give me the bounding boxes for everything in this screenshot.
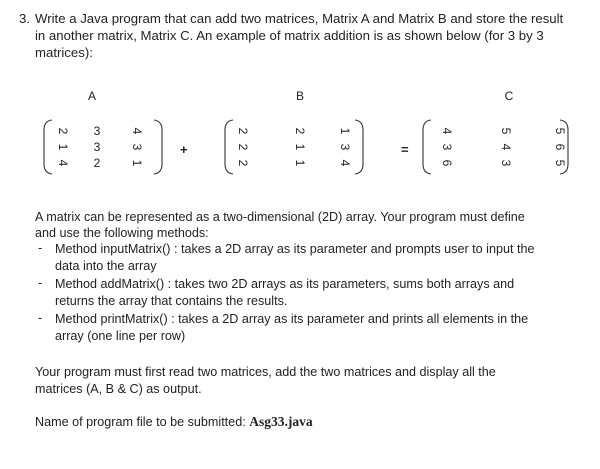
- matrix-cell: 1: [293, 159, 307, 167]
- matrix-cell: 2: [236, 159, 250, 167]
- intro-line-1: A matrix can be represented as a two-dimensional (2D) array. Your program must define: [35, 210, 525, 224]
- matrix-cell: 4: [130, 127, 144, 135]
- closing-line-1: Your program must first read two matrices, add the two matrices and display all the: [35, 365, 496, 379]
- closing-line-2: matrices (A, B & C) as output.: [35, 382, 202, 396]
- question-line-3: matrices):: [35, 45, 93, 60]
- matrix-cell: 3: [440, 143, 454, 151]
- equals-sign: =: [401, 142, 409, 157]
- matrix-cell: 3: [499, 159, 513, 167]
- submission-filename: Asg33.java: [249, 414, 313, 429]
- matrix-cell: 1: [293, 143, 307, 151]
- matrix-cell: 2: [293, 127, 307, 135]
- matrix-cell: 4: [440, 127, 454, 135]
- matrix-cell: 6: [440, 159, 454, 167]
- question-line-1: Write a Java program that can add two matrices, Matrix A and Matrix B and store the result: [35, 11, 564, 26]
- matrix-c-label: C: [504, 89, 514, 103]
- matrix-b-left-bracket: [225, 120, 233, 174]
- bullet-dash: -: [38, 276, 43, 290]
- method-add-line-1: Method addMatrix() : takes two 2D arrays as its parameters, sums both arrays and: [55, 277, 515, 291]
- matrix-b-label: B: [295, 89, 304, 103]
- matrix-cell: 5: [499, 127, 513, 135]
- submission-label: Name of program file to be submitted:: [35, 415, 246, 429]
- matrix-a-left-bracket: [44, 120, 52, 174]
- matrix-cell: 1: [56, 143, 70, 151]
- matrix-cell: 1: [338, 127, 352, 135]
- question-number: 3.: [19, 11, 30, 26]
- matrix-b-right-bracket: [355, 120, 363, 174]
- bullet-dash: -: [38, 311, 43, 325]
- matrix-cell: 3: [93, 140, 101, 154]
- matrix-cell: 2: [236, 127, 250, 135]
- method-add-line-2: returns the array that contains the results.: [55, 294, 288, 308]
- matrix-a-right-bracket: [154, 120, 162, 174]
- matrix-cell: 2: [236, 143, 250, 151]
- plus-sign: +: [180, 142, 188, 157]
- matrix-cell: 5: [553, 127, 567, 135]
- method-input-line-2: data into the array: [55, 259, 157, 273]
- method-print-line-2: array (one line per row): [55, 329, 186, 343]
- matrix-a-label: A: [87, 89, 96, 103]
- intro-line-2: and use the following methods:: [35, 226, 209, 240]
- matrix-cell: 4: [499, 143, 513, 151]
- matrix-cell: 1: [130, 159, 144, 167]
- matrix-cell: 4: [338, 159, 352, 167]
- method-print-line-1: Method printMatrix() : takes a 2D array as its parameter and prints all elements in the: [55, 312, 529, 326]
- matrix-c-left-bracket: [423, 120, 431, 174]
- submission-line: [35, 414, 313, 431]
- matrix-cell: 6: [553, 143, 567, 151]
- question-line-2: in another matrix, Matrix C. An example of matrix addition is as shown below (for 3 by 3: [35, 28, 544, 43]
- matrix-cell: 2: [56, 127, 70, 135]
- matrix-cell: 3: [130, 143, 144, 151]
- matrix-cell: 4: [56, 159, 70, 167]
- bullet-dash: -: [38, 241, 43, 255]
- matrix-cell: 3: [93, 124, 101, 138]
- matrix-cell: 3: [338, 143, 352, 151]
- method-input-line-1: Method inputMatrix() : takes a 2D array as its parameter and prompts user to input the: [55, 242, 535, 256]
- matrix-cell: 5: [553, 159, 567, 167]
- matrix-cell: 2: [93, 156, 101, 170]
